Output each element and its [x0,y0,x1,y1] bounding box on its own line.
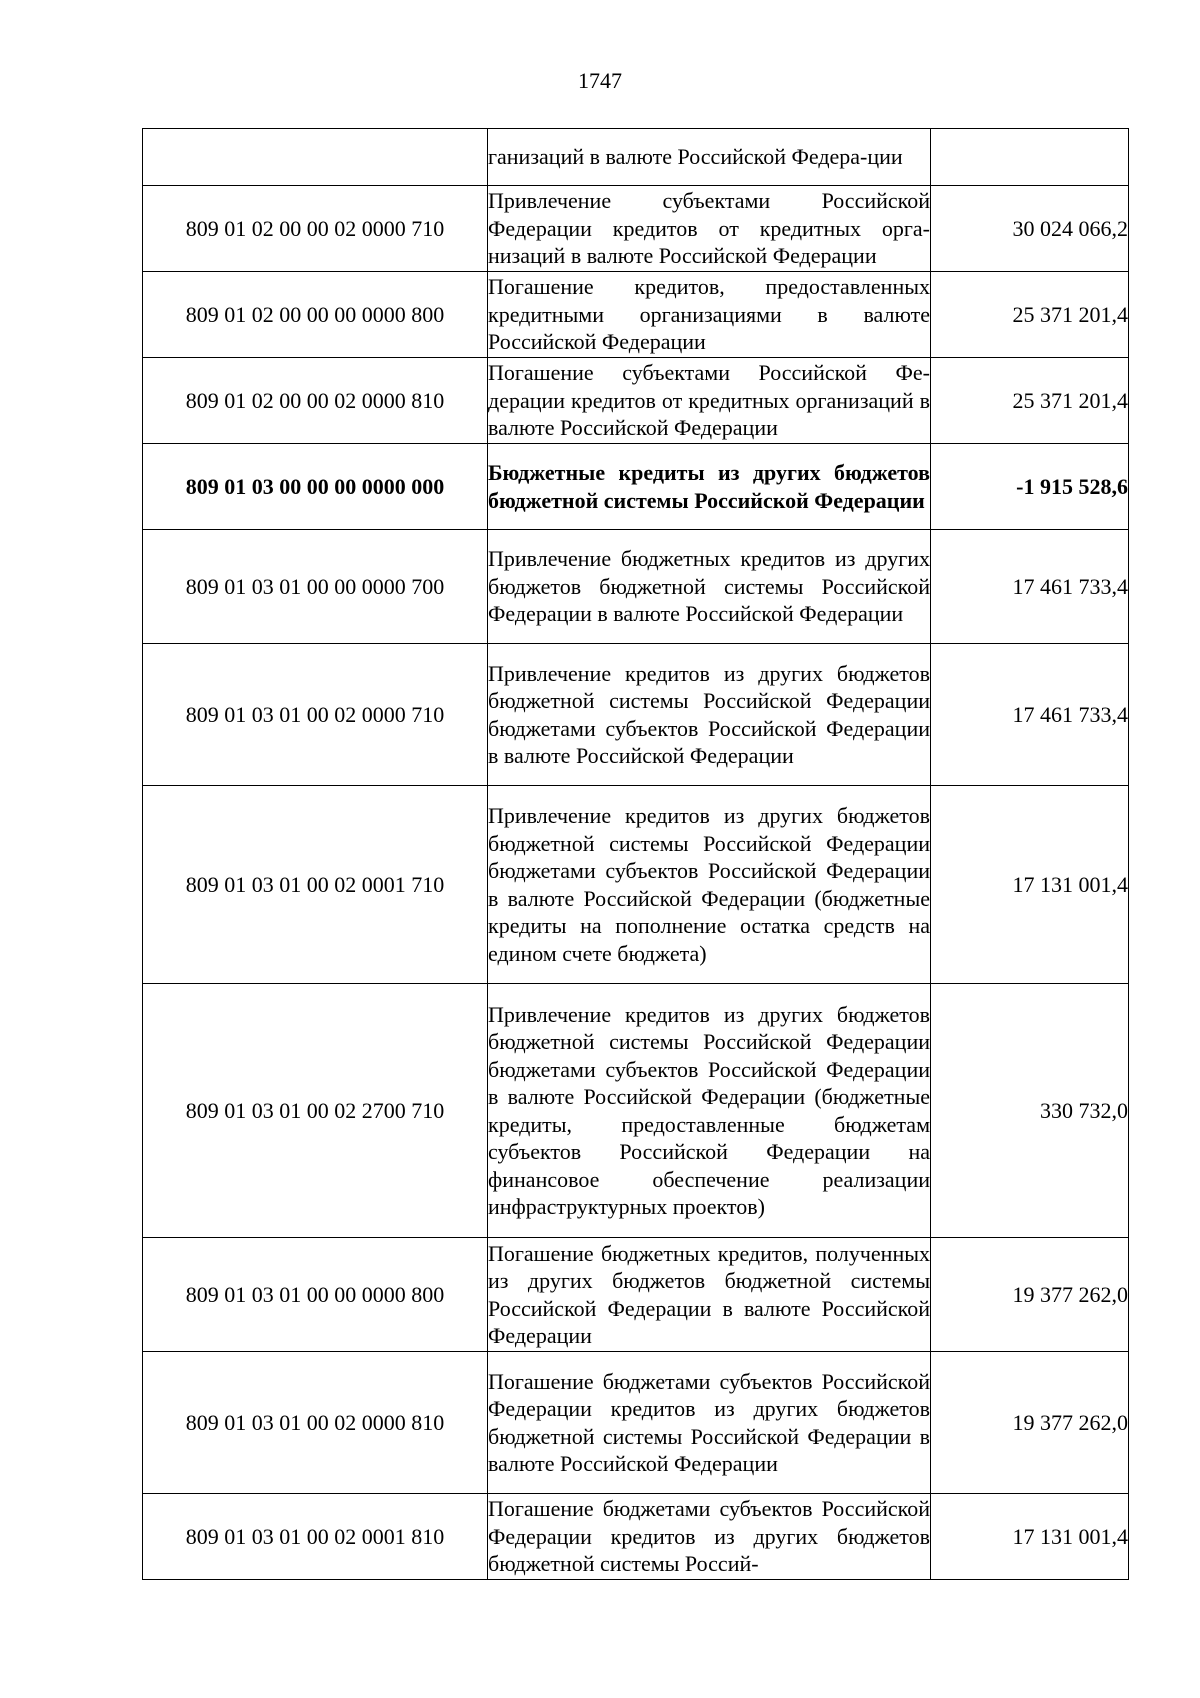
row-description: Привлечение бюджетных кредитов из других бюджетов бюджетной системы Российской Федерации в валюте Российской Федерации [488,530,931,644]
row-description: Привлечение кредитов из других бюджетов бюджетной системы Российской Федерации бюджетами субъектов Российской Федерации в валюте Российской Федерации (бюджетные кредиты на пополнение остатка средств на едином счете бюджета) [488,786,931,984]
classification-code: 809 01 03 01 00 00 0000 700 [143,530,488,644]
table-row [143,358,1129,444]
row-amount: 30 024 066,2 [931,186,1129,272]
row-amount: 17 461 733,4 [931,644,1129,786]
budget-sources-table [142,128,1129,1580]
row-description: Погашение кредитов, предоставленных кредитными организациями в валюте Российской Федерации [488,272,931,358]
classification-code: 809 01 03 01 00 02 0001 810 [143,1494,488,1580]
table-row [143,786,1129,984]
table-body [143,129,1129,1580]
page-number: 1747 [578,68,622,93]
row-description: Привлечение субъектами Российской Федерации кредитов от кредитных организаций в валюте Российской Федерации [488,186,931,272]
row-description: Привлечение кредитов из других бюджетов бюджетной системы Российской Федерации бюджетами субъектов Российской Федерации в валюте Российской Федерации (бюджетные кредиты, предоставленные бюджетам субъектов Российской Федерации на финансовое обеспечение реализации инфраструктурных проектов) [488,984,931,1238]
classification-code: 809 01 02 00 00 02 0000 710 [143,186,488,272]
row-description: ганизаций в валюте Российской Федера-ции [488,129,931,186]
table-row [143,272,1129,358]
row-description: Погашение бюджетных кредитов, полученных из других бюджетов бюджетной системы Российской Федерации в валюте Российской Федерации [488,1238,931,1352]
classification-code: 809 01 02 00 00 00 0000 800 [143,272,488,358]
classification-code: 809 01 03 01 00 02 0000 710 [143,644,488,786]
table-row [143,530,1129,644]
row-amount: 330 732,0 [931,984,1129,1238]
row-amount [931,129,1129,186]
row-description: Погашение бюджетами субъектов Российской Федерации кредитов из других бюджетов бюджетной системы Россий- [488,1494,931,1580]
table-row [143,1238,1129,1352]
classification-code [143,129,488,186]
table-row [143,186,1129,272]
classification-code: 809 01 03 01 00 02 0001 710 [143,786,488,984]
classification-code: 809 01 03 01 00 02 2700 710 [143,984,488,1238]
row-description: Погашение бюджетами субъектов Российской Федерации кредитов из других бюджетов бюджетной системы Российской Федерации в валюте Российской Федерации [488,1352,931,1494]
table-row [143,129,1129,186]
table-row [143,644,1129,786]
classification-code: 809 01 03 01 00 02 0000 810 [143,1352,488,1494]
table-row [143,984,1129,1238]
row-amount: 19 377 262,0 [931,1352,1129,1494]
row-amount: 17 131 001,4 [931,1494,1129,1580]
classification-code: 809 01 03 00 00 00 0000 000 [143,444,488,530]
row-amount: 19 377 262,0 [931,1238,1129,1352]
table-row [143,1494,1129,1580]
row-description: Бюджетные кредиты из других бюджетов бюджетной системы Российской Федерации [488,444,931,530]
table-row-section [143,444,1129,530]
row-amount: 25 371 201,4 [931,358,1129,444]
table-row [143,1352,1129,1494]
row-amount: 25 371 201,4 [931,272,1129,358]
row-description: Привлечение кредитов из других бюджетов бюджетной системы Российской Федерации бюджетами субъектов Российской Федерации в валюте Российской Федерации [488,644,931,786]
row-amount: -1 915 528,6 [931,444,1129,530]
row-amount: 17 461 733,4 [931,530,1129,644]
classification-code: 809 01 02 00 00 02 0000 810 [143,358,488,444]
row-amount: 17 131 001,4 [931,786,1129,984]
row-description: Погашение субъектами Российской Федерации кредитов от кредитных организаций в валюте Российской Федерации [488,358,931,444]
classification-code: 809 01 03 01 00 00 0000 800 [143,1238,488,1352]
